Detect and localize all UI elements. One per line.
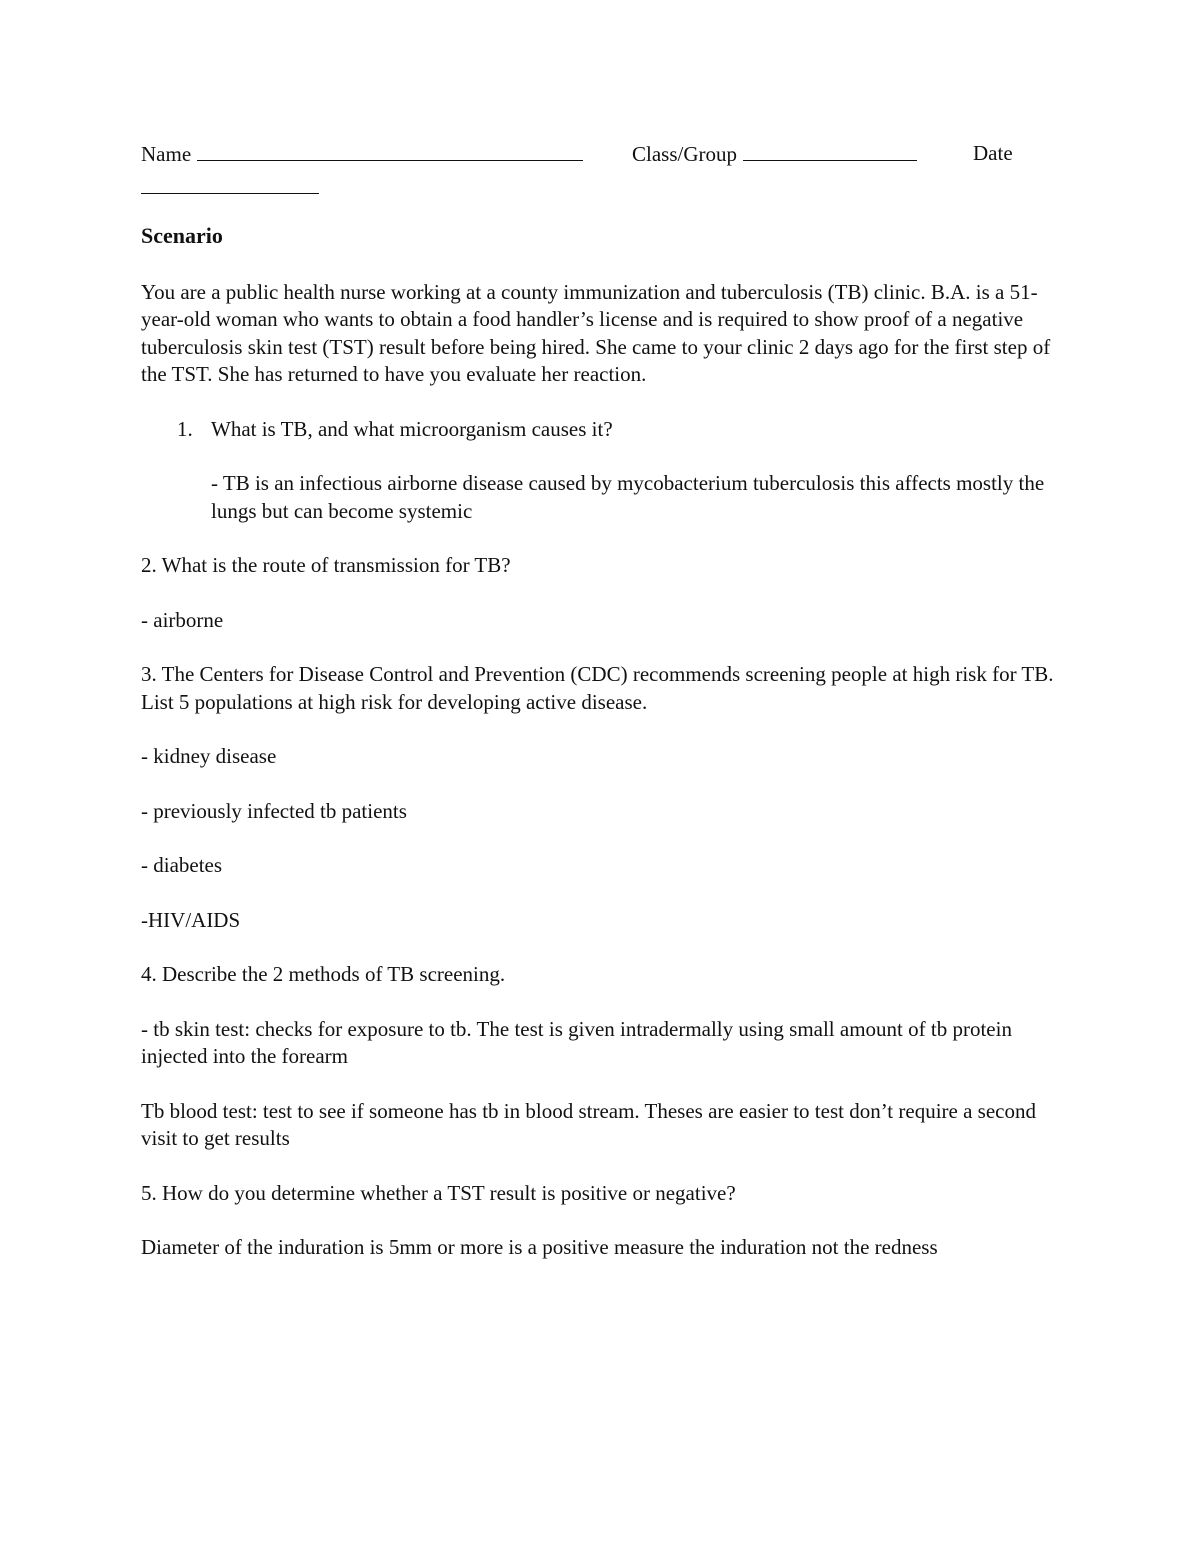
answer-3-item: - previously infected tb patients (141, 798, 407, 823)
answer-3-item: - kidney disease (141, 744, 277, 768)
question-3: 3. The Centers for Disease Control and Prevention (CDC) recommends screening people at high risk for TB. List 5 populations at high risk for developing active disease. (141, 662, 1054, 714)
class-group-label: Class/Group (632, 142, 737, 166)
name-label: Name (141, 142, 192, 166)
name-field (141, 140, 583, 169)
answer-4-blood-test: Tb blood test: test to see if someone has tb in blood stream. Theses are easier to test don’t require a second visit to get results (141, 1098, 1036, 1150)
scenario-text: You are a public health nurse working at a county immunization and tuberculosis (TB) clinic. B.A. is a 51-year-old woman who wants to obtain a food handler’s license and is required to show proof of a negative tuberculosis skin test (TST) result before being hired. She came to your clinic 2 days ago for the first step of the TST. She has returned to have you evaluate her reaction. (141, 279, 1051, 386)
header-fields (141, 140, 1071, 167)
answer-5: Diameter of the induration is 5mm or more is a positive measure the induration not the redness (141, 1235, 938, 1259)
question-1-text: What is TB, and what microorganism causes it? (211, 416, 613, 441)
date-field (973, 140, 1013, 168)
answer-3-item: -HIV/AIDS (141, 907, 241, 932)
name-blank-line (197, 140, 583, 161)
question-1-number: 1. (177, 416, 193, 441)
answer-1: - TB is an infectious airborne disease caused by mycobacterium tuberculosis this affects mostly the lungs but can become systemic (211, 471, 1045, 523)
answer-3-item: - diabetes (141, 853, 223, 877)
worksheet-page (141, 140, 1071, 1262)
question-5: 5. How do you determine whether a TST result is positive or negative? (141, 1180, 736, 1205)
answer-4-skin-test: - tb skin test: checks for exposure to tb. The test is given intradermally using small amount of tb protein injected into the forearm (141, 1016, 1012, 1068)
question-4: 4. Describe the 2 methods of TB screening. (141, 962, 506, 986)
question-2: 2. What is the route of transmission for TB? (141, 553, 511, 577)
class-group-field (632, 140, 917, 169)
question-1 (141, 416, 1071, 444)
answer-2: - airborne (141, 607, 224, 632)
date-blank-line (141, 167, 319, 194)
scenario-heading: Scenario (141, 223, 223, 248)
class-group-blank-line (743, 140, 917, 161)
date-label: Date (973, 141, 1013, 165)
